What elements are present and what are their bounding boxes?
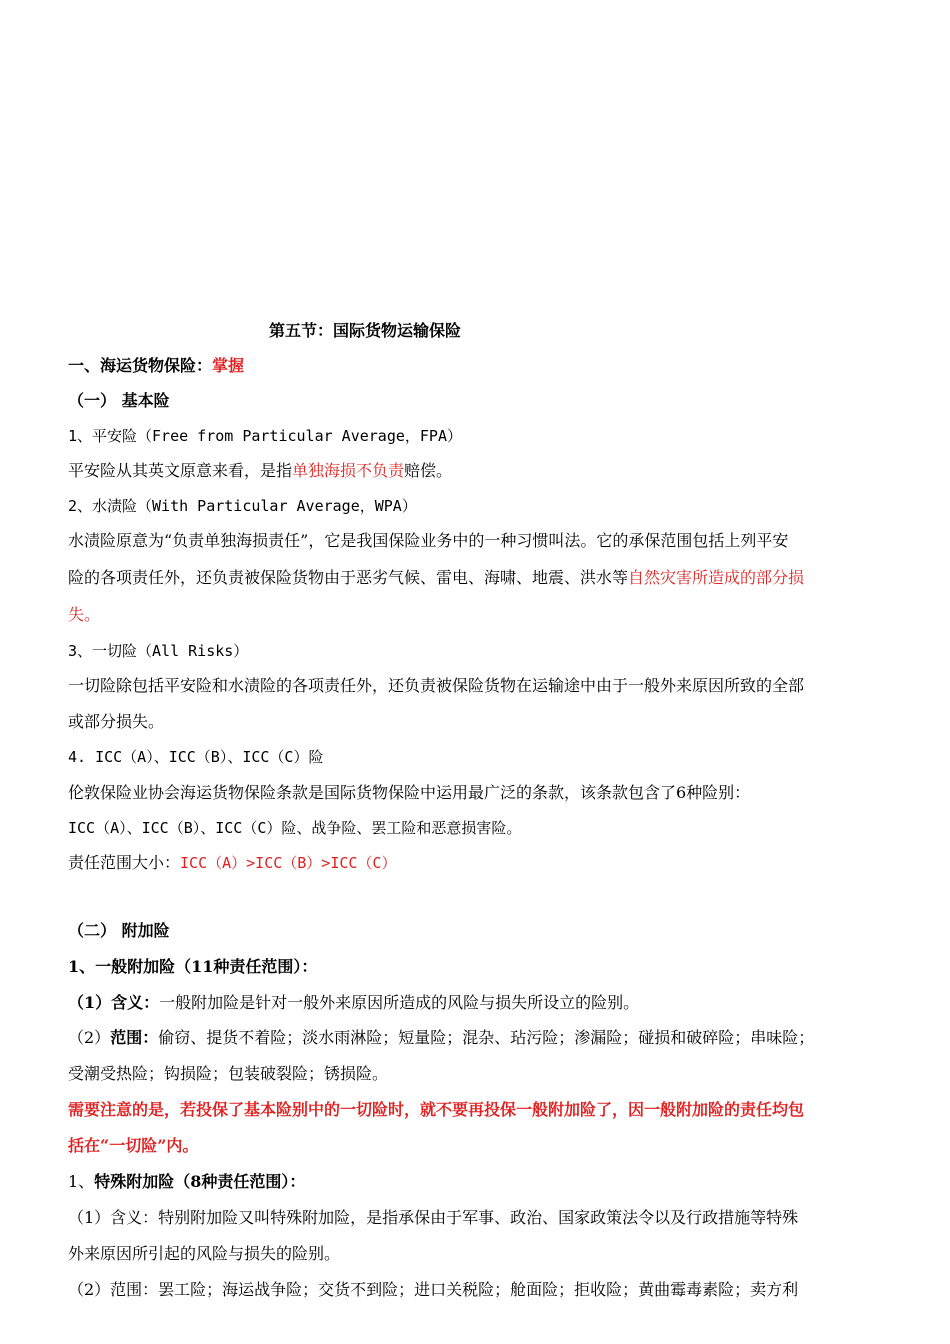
note-line2: 括在“一切险”内。 xyxy=(68,1136,199,1155)
item-wpa-desc-line3: 失。 xyxy=(68,605,101,624)
special-title-text: 特殊附加险（8种责任范围）： xyxy=(94,1172,306,1191)
item-wpa-desc-line2 xyxy=(68,567,804,589)
item-all-risks-desc-line1: 一切险除包括平安险和水渍险的各项责任外，还负责被保险货物在运输途中由于一般外来原因所致的全部 xyxy=(68,676,805,695)
meaning-label: （1）含义： xyxy=(68,993,160,1012)
special-additional-meaning-line1: （1）含义：特别附加险又叫特殊附加险，是指承保由于军事、政治、国家政策法令以及行政措施等特殊 xyxy=(68,1208,799,1227)
fpa-desc-tail: 赔偿。 xyxy=(404,461,453,480)
heading-emphasis: 掌握 xyxy=(212,356,245,375)
heading-text: 一、海运货物保险： xyxy=(68,356,213,375)
item-icc-desc-line2: ICC（A）、ICC（B）、ICC（C）险、战争险、罢工险和恶意损害险。 xyxy=(68,819,522,837)
item-icc-desc-line3 xyxy=(68,852,396,874)
item-all-risks-title: 3、一切险（All Risks） xyxy=(68,642,249,660)
icc-scope-order: ICC（A）>ICC（B）>ICC（C） xyxy=(180,854,397,872)
special-additional-title xyxy=(68,1171,305,1193)
item-icc-title: 4. ICC（A）、ICC（B）、ICC（C）险 xyxy=(68,748,324,766)
special-additional-meaning-line2: 外来原因所引起的风险与损失的险别。 xyxy=(68,1244,341,1263)
scope-text: 偷窃、提货不着险；淡水雨淋险；短量险；混杂、玷污险；渗漏险；碰损和破碎险；串味险； xyxy=(158,1028,815,1047)
scope-label: 范围： xyxy=(110,1028,159,1047)
item-all-risks-desc-line2: 或部分损失。 xyxy=(68,712,165,731)
special-additional-scope: （2）范围：罢工险；海运战争险；交货不到险；进口关税险；舱面险；拒收险；黄曲霉毒素险；卖方利 xyxy=(68,1280,799,1299)
item-wpa-title: 2、水渍险（With Particular Average，WPA） xyxy=(68,497,417,515)
general-additional-scope-line2: 受潮受热险；钩损险；包装破裂险；锈损险。 xyxy=(68,1064,389,1083)
subheading-basic-risks: （一） 基本险 xyxy=(68,391,170,410)
item-fpa-title: 1、平安险（Free from Particular Average，FPA） xyxy=(68,427,462,445)
general-additional-title: 1、一般附加险（11种责任范围）： xyxy=(68,957,318,976)
meaning-text: 一般附加险是针对一般外来原因所造成的风险与损失所设立的险别。 xyxy=(159,993,640,1012)
section-title: 第五节：国际货物运输保险 xyxy=(268,321,461,340)
heading-marine-insurance xyxy=(68,355,244,377)
fpa-desc-text: 平安险从其英文原意来看，是指 xyxy=(68,461,293,480)
general-additional-scope-line1 xyxy=(68,1027,814,1049)
subheading-additional-risks: （二） 附加险 xyxy=(68,921,170,940)
general-additional-meaning xyxy=(68,992,639,1014)
scope-label-number: （2） xyxy=(68,1028,111,1047)
wpa-desc-emphasis: 自然灾害所造成的部分损 xyxy=(628,568,805,587)
item-icc-desc-line1: 伦敦保险业协会海运货物保险条款是国际货物保险中运用最广泛的条款，该条款包含了6种险别： xyxy=(68,783,751,802)
item-wpa-desc-line1: 水渍险原意为“负责单独海损责任”，它是我国保险业务中的一种习惯叫法。它的承保范围包括上列平安 xyxy=(68,531,789,550)
fpa-desc-emphasis: 单独海损不负责 xyxy=(292,461,405,480)
note-line1: 需要注意的是，若投保了基本险别中的一切险时，就不要再投保一般附加险了，因一般附加险的责任均包 xyxy=(68,1100,805,1119)
item-fpa-desc xyxy=(68,460,452,482)
icc-scope-label: 责任范围大小： xyxy=(68,853,181,872)
wpa-desc-text: 险的各项责任外，还负责被保险货物由于恶劣气候、雷电、海啸、地震、洪水等 xyxy=(68,568,629,587)
special-title-number: 1、 xyxy=(68,1172,95,1191)
